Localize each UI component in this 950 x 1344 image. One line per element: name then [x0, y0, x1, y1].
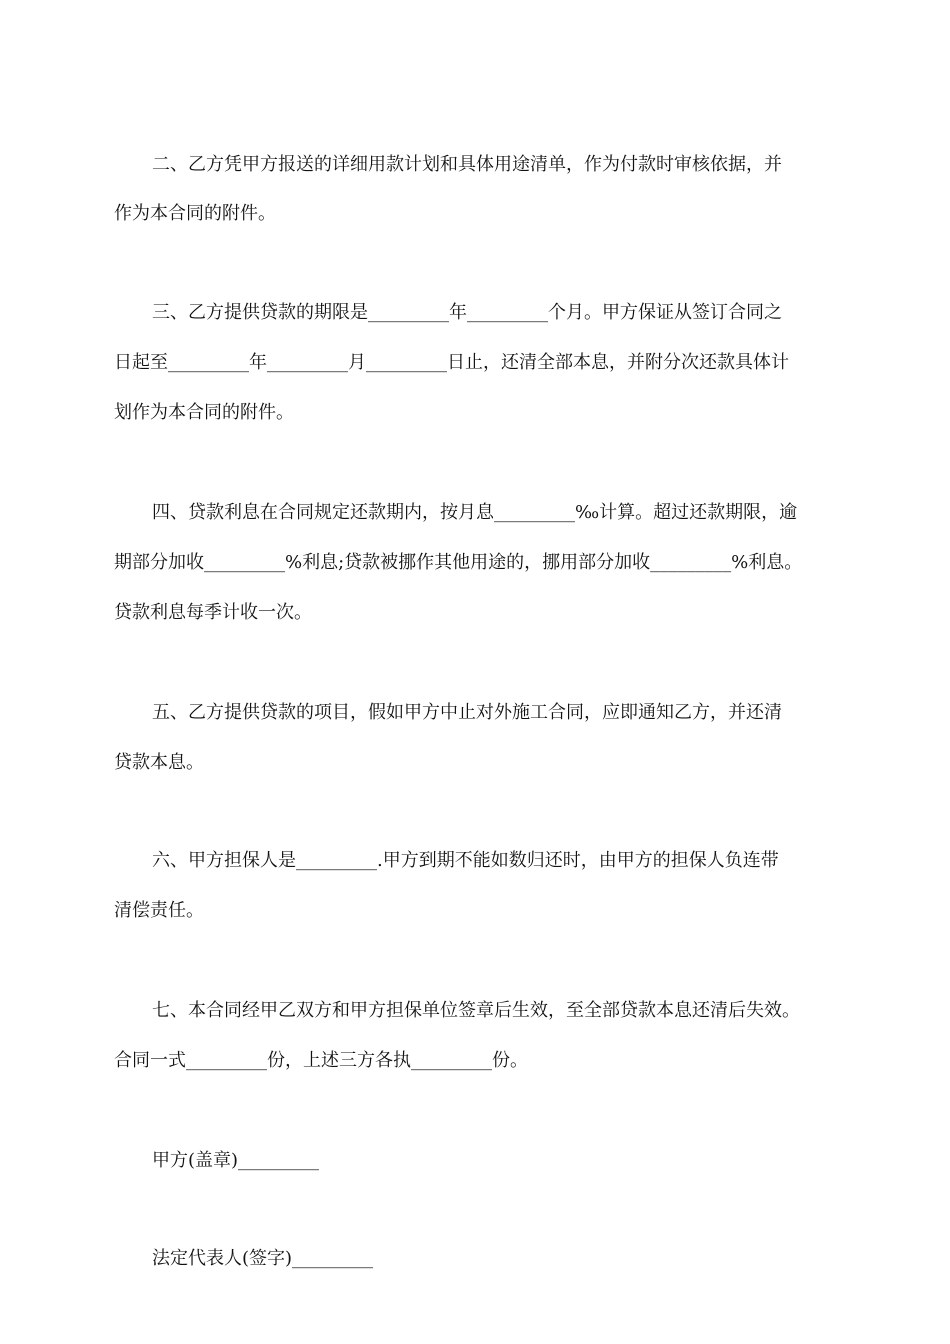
legal-representative-signature-line: 法定代表人(签字)_________ — [152, 1248, 374, 1269]
clause-5-line-1: 五、乙方提供贷款的项目，假如甲方中止对外施工合同，应即通知乙方，并还清 — [152, 702, 782, 723]
clause-4-line-1: 四、贷款利息在合同规定还款期内，按月息_________‰计算。超过还款期限，逾 — [152, 502, 798, 523]
clause-2-line-2: 作为本合同的附件。 — [114, 203, 276, 224]
clause-4-line-2: 期部分加收_________%利息;贷款被挪作其他用途的，挪用部分加收_________%利息。 — [114, 552, 803, 573]
clause-7-line-1: 七、本合同经甲乙双方和甲方担保单位签章后生效，至全部贷款本息还清后失效。 — [152, 1000, 800, 1021]
party-a-seal-line: 甲方(盖章)_________ — [152, 1150, 320, 1171]
clause-3-line-1: 三、乙方提供贷款的期限是_________年_________个月。甲方保证从签订合同之 — [152, 302, 782, 323]
clause-7-line-2: 合同一式_________份，上述三方各执_________份。 — [114, 1050, 528, 1071]
clause-3-line-3: 划作为本合同的附件。 — [114, 402, 294, 423]
clause-5-line-2: 贷款本息。 — [114, 752, 204, 773]
clause-6-line-1: 六、甲方担保人是_________.甲方到期不能如数归还时，由甲方的担保人负连带 — [152, 850, 779, 871]
clause-2-line-1: 二、乙方凭甲方报送的详细用款计划和具体用途清单，作为付款时审核依据，并 — [152, 154, 782, 175]
clause-4-line-3: 贷款利息每季计收一次。 — [114, 602, 312, 623]
clause-3-line-2: 日起至_________年_________月_________日止，还清全部本息，并附分次还款具体计 — [114, 352, 789, 373]
clause-6-line-2: 清偿责任。 — [114, 900, 204, 921]
